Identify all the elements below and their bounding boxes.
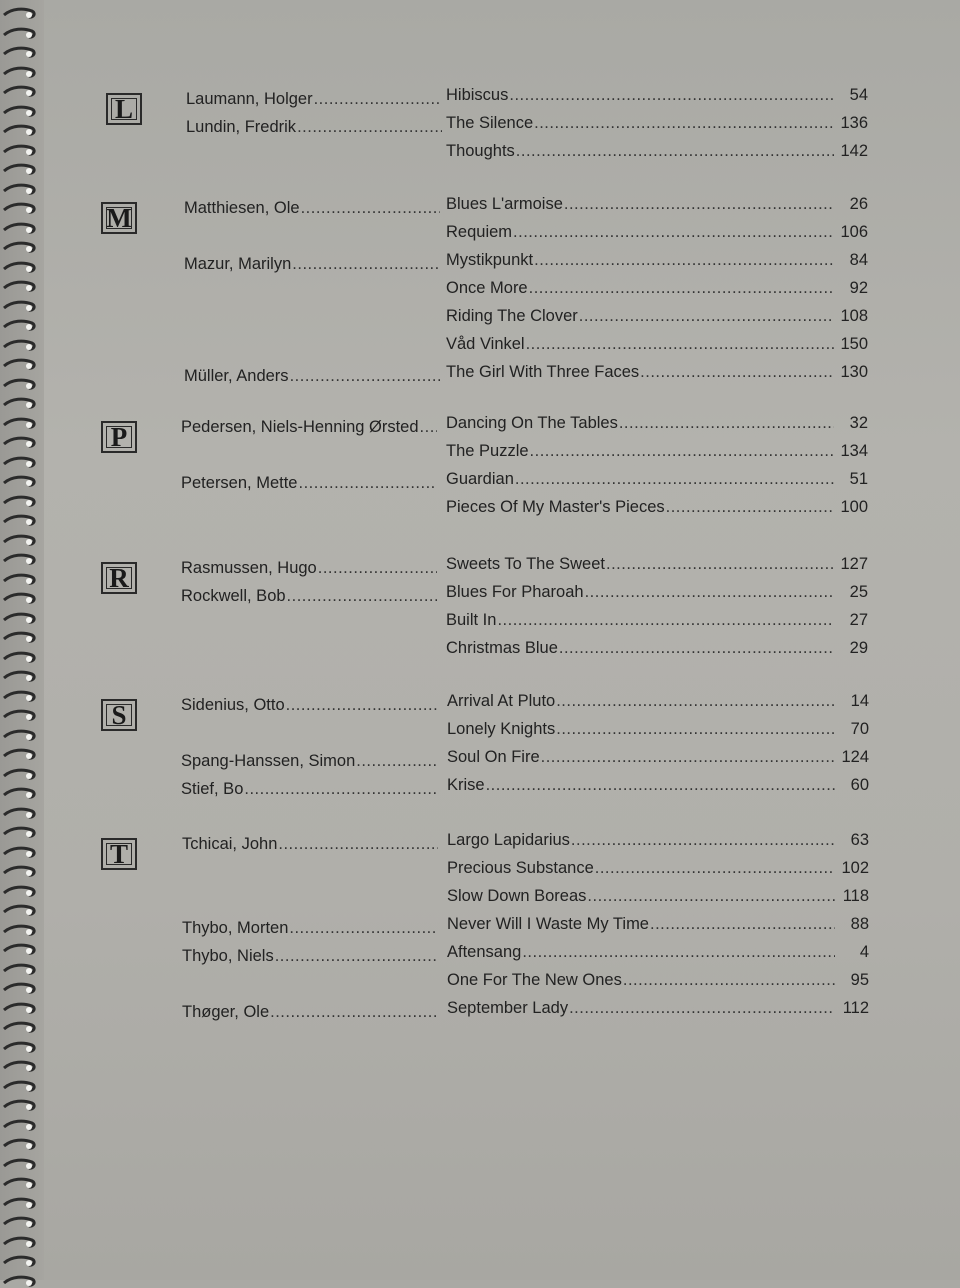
spiral-coil-icon: [2, 591, 36, 605]
song-title: Krise: [447, 776, 485, 794]
song-title: Thoughts: [446, 142, 515, 160]
page-number: 54: [849, 86, 868, 104]
title-entry: [446, 412, 868, 434]
spiral-coil-icon: [2, 104, 36, 118]
title-entry: [447, 941, 869, 963]
composer-name: Sidenius, Otto: [181, 696, 285, 714]
spiral-coil-icon: [2, 552, 36, 566]
title-entry: [447, 913, 869, 935]
page-number: 112: [842, 999, 869, 1017]
section-letter: P: [101, 421, 137, 453]
song-title: Guardian: [446, 470, 514, 488]
spiral-coil-icon: [2, 942, 36, 956]
dot-leader: [278, 833, 438, 855]
page-number: 106: [840, 223, 868, 241]
song-title: Largo Lapidarius: [447, 831, 570, 849]
spiral-coil-icon: [2, 318, 36, 332]
composer-name: Müller, Anders: [184, 367, 289, 385]
dot-leader: [509, 84, 834, 106]
song-title: Pieces Of My Master's Pieces: [446, 498, 665, 516]
title-entry: [446, 609, 868, 631]
section-letter: M: [101, 202, 137, 234]
dot-leader: [564, 193, 834, 215]
spiral-coil-icon: [2, 689, 36, 703]
title-entry: [447, 746, 869, 768]
spiral-binding: [0, 0, 44, 1280]
dot-leader: [298, 472, 437, 494]
dot-leader: [522, 941, 835, 963]
song-title: Våd Vinkel: [446, 335, 525, 353]
song-title: Built In: [446, 611, 497, 629]
title-entry: [446, 221, 868, 243]
composer-name: Spang-Hanssen, Simon: [181, 752, 356, 770]
dot-leader: [301, 197, 440, 219]
title-entry: [447, 690, 869, 712]
page-number: 100: [840, 498, 868, 516]
composer-name: Thøger, Ole: [182, 1003, 270, 1021]
dot-leader: [516, 140, 834, 162]
page-number: 136: [840, 114, 868, 132]
dot-leader: [286, 694, 437, 716]
song-title: Once More: [446, 279, 528, 297]
composer-entry: [181, 585, 437, 607]
composer-name: Tchicai, John: [182, 835, 278, 853]
page-number: 95: [850, 971, 869, 989]
dot-leader: [541, 746, 835, 768]
composer-name: Thybo, Niels: [182, 947, 274, 965]
composer-name: Petersen, Mette: [181, 474, 298, 492]
spiral-coil-icon: [2, 416, 36, 430]
composer-entry: [182, 917, 438, 939]
page-number: 4: [859, 943, 869, 961]
title-entry: [446, 249, 868, 271]
title-entry: [446, 440, 868, 462]
section-letter: S: [101, 699, 137, 731]
composer-name: Thybo, Morten: [182, 919, 289, 937]
dot-leader: [526, 333, 834, 355]
page-number: 25: [849, 583, 868, 601]
dot-leader: [486, 774, 835, 796]
section-letter: R: [101, 562, 137, 594]
song-title: Arrival At Pluto: [447, 692, 556, 710]
dot-leader: [619, 412, 834, 434]
song-title: Lonely Knights: [447, 720, 556, 738]
spiral-coil-icon: [2, 845, 36, 859]
spiral-coil-icon: [2, 338, 36, 352]
title-entry: [446, 361, 868, 383]
composer-entry: [184, 197, 440, 219]
section-letter: T: [101, 838, 137, 870]
dot-leader: [556, 718, 835, 740]
dot-leader: [420, 416, 437, 438]
title-entry: [447, 997, 869, 1019]
song-title: Slow Down Boreas: [447, 887, 587, 905]
dot-leader: [292, 253, 440, 275]
dot-leader: [314, 88, 442, 110]
spiral-coil-icon: [2, 611, 36, 625]
spiral-coil-icon: [2, 533, 36, 547]
spiral-coil-icon: [2, 864, 36, 878]
spiral-coil-icon: [2, 1098, 36, 1112]
spiral-coil-icon: [2, 1176, 36, 1190]
spiral-coil-icon: [2, 669, 36, 683]
dot-leader: [244, 778, 437, 800]
spiral-coil-icon: [2, 708, 36, 722]
spiral-coil-icon: [2, 1020, 36, 1034]
spiral-coil-icon: [2, 513, 36, 527]
song-title: Mystikpunkt: [446, 251, 534, 269]
spiral-coil-icon: [2, 572, 36, 586]
dot-leader: [529, 277, 834, 299]
spiral-coil-icon: [2, 260, 36, 274]
page-number: 60: [850, 776, 869, 794]
dot-leader: [356, 750, 437, 772]
spiral-coil-icon: [2, 630, 36, 644]
page-number: 26: [849, 195, 868, 213]
composer-name: Stief, Bo: [181, 780, 244, 798]
dot-leader: [595, 857, 835, 879]
spiral-coil-icon: [2, 474, 36, 488]
spiral-coil-icon: [2, 728, 36, 742]
composer-entry: [181, 472, 437, 494]
dot-leader: [297, 116, 442, 138]
spiral-coil-icon: [2, 396, 36, 410]
spiral-coil-icon: [2, 1059, 36, 1073]
dot-leader: [587, 885, 835, 907]
page-number: 134: [840, 442, 868, 460]
spiral-coil-icon: [2, 6, 36, 20]
dot-leader: [497, 609, 834, 631]
song-title: Dancing On The Tables: [446, 414, 618, 432]
title-entry: [446, 637, 868, 659]
spiral-coil-icon: [2, 1235, 36, 1249]
spiral-coil-icon: [2, 981, 36, 995]
song-title: Riding The Clover: [446, 307, 578, 325]
composer-entry: [181, 557, 437, 579]
dot-leader: [571, 829, 835, 851]
page-number: 84: [849, 251, 868, 269]
dot-leader: [270, 1001, 438, 1023]
spiral-coil-icon: [2, 26, 36, 40]
dot-leader: [515, 468, 834, 490]
spiral-coil-icon: [2, 299, 36, 313]
song-title: Christmas Blue: [446, 639, 558, 657]
title-entry: [447, 969, 869, 991]
dot-leader: [290, 365, 440, 387]
composer-entry: [181, 416, 437, 438]
spiral-coil-icon: [2, 143, 36, 157]
title-entry: [447, 774, 869, 796]
spiral-coil-icon: [2, 1215, 36, 1229]
song-title: Requiem: [446, 223, 513, 241]
title-entry: [446, 581, 868, 603]
title-entry: [446, 496, 868, 518]
dot-leader: [289, 917, 438, 939]
composer-name: Mazur, Marilyn: [184, 255, 292, 273]
composer-entry: [181, 778, 437, 800]
spiral-coil-icon: [2, 903, 36, 917]
song-title: The Silence: [446, 114, 534, 132]
section-letter: L: [106, 93, 142, 125]
dot-leader: [569, 997, 835, 1019]
page-number: 92: [849, 279, 868, 297]
title-entry: [446, 112, 868, 134]
spiral-coil-icon: [2, 1157, 36, 1171]
spiral-coil-icon: [2, 162, 36, 176]
page-number: 118: [842, 887, 869, 905]
dot-leader: [534, 112, 834, 134]
composer-name: Rasmussen, Hugo: [181, 559, 317, 577]
song-title: Soul On Fire: [447, 748, 540, 766]
title-entry: [447, 829, 869, 851]
composer-entry: [181, 750, 437, 772]
composer-entry: [184, 365, 440, 387]
dot-leader: [606, 553, 834, 575]
composer-name: Pedersen, Niels-Henning Ørsted: [181, 418, 419, 436]
spiral-coil-icon: [2, 767, 36, 781]
title-entry: [446, 333, 868, 355]
composer-entry: [182, 945, 438, 967]
composer-entry: [186, 88, 442, 110]
dot-leader: [318, 557, 437, 579]
dot-leader: [513, 221, 834, 243]
song-title: Aftensang: [447, 943, 522, 961]
composer-entry: [182, 833, 438, 855]
title-entry: [446, 305, 868, 327]
dot-leader: [579, 305, 834, 327]
song-title: Sweets To The Sweet: [446, 555, 605, 573]
page-number: 32: [849, 414, 868, 432]
song-title: Hibiscus: [446, 86, 509, 104]
page-number: 29: [849, 639, 868, 657]
song-title: September Lady: [447, 999, 569, 1017]
spiral-coil-icon: [2, 201, 36, 215]
spiral-coil-icon: [2, 221, 36, 235]
title-entry: [446, 468, 868, 490]
title-entry: [446, 277, 868, 299]
title-entry: [446, 84, 868, 106]
spiral-coil-icon: [2, 1079, 36, 1093]
title-entry: [446, 140, 868, 162]
spiral-coil-icon: [2, 806, 36, 820]
spiral-coil-icon: [2, 123, 36, 137]
dot-leader: [556, 690, 835, 712]
song-title: The Girl With Three Faces: [446, 363, 640, 381]
page-number: 150: [840, 335, 868, 353]
song-title: Blues For Pharoah: [446, 583, 584, 601]
spiral-coil-icon: [2, 825, 36, 839]
spiral-coil-icon: [2, 377, 36, 391]
dot-leader: [530, 440, 834, 462]
page-number: 88: [850, 915, 869, 933]
spiral-coil-icon: [2, 182, 36, 196]
spiral-coil-icon: [2, 1274, 36, 1288]
spiral-coil-icon: [2, 1118, 36, 1132]
title-entry: [447, 857, 869, 879]
spiral-coil-icon: [2, 884, 36, 898]
spiral-coil-icon: [2, 1196, 36, 1210]
spiral-coil-icon: [2, 240, 36, 254]
spiral-coil-icon: [2, 279, 36, 293]
composer-entry: [182, 1001, 438, 1023]
spiral-coil-icon: [2, 45, 36, 59]
spiral-coil-icon: [2, 494, 36, 508]
page-number: 70: [850, 720, 869, 738]
dot-leader: [666, 496, 834, 518]
composer-name: Rockwell, Bob: [181, 587, 286, 605]
page-number: 14: [850, 692, 869, 710]
page-number: 51: [849, 470, 868, 488]
spiral-coil-icon: [2, 357, 36, 371]
page-number: 63: [850, 831, 869, 849]
spiral-coil-icon: [2, 962, 36, 976]
composer-entry: [186, 116, 442, 138]
page-number: 27: [849, 611, 868, 629]
spiral-coil-icon: [2, 65, 36, 79]
dot-leader: [559, 637, 834, 659]
page-number: 130: [840, 363, 868, 381]
song-title: One For The New Ones: [447, 971, 622, 989]
song-title: The Puzzle: [446, 442, 529, 460]
spiral-coil-icon: [2, 84, 36, 98]
spiral-coil-icon: [2, 1040, 36, 1054]
title-entry: [446, 553, 868, 575]
composer-name: Lundin, Fredrik: [186, 118, 297, 136]
spiral-coil-icon: [2, 650, 36, 664]
dot-leader: [585, 581, 834, 603]
composer-name: Matthiesen, Ole: [184, 199, 300, 217]
spiral-coil-icon: [2, 1001, 36, 1015]
title-entry: [447, 718, 869, 740]
song-title: Precious Substance: [447, 859, 594, 877]
dot-leader: [275, 945, 438, 967]
title-entry: [447, 885, 869, 907]
spiral-coil-icon: [2, 435, 36, 449]
page-number: 108: [840, 307, 868, 325]
spiral-coil-icon: [2, 1254, 36, 1268]
page-number: 102: [841, 859, 869, 877]
song-title: Blues L'armoise: [446, 195, 563, 213]
spiral-coil-icon: [2, 1137, 36, 1151]
spiral-coil-icon: [2, 455, 36, 469]
page-number: 124: [841, 748, 869, 766]
dot-leader: [640, 361, 834, 383]
title-entry: [446, 193, 868, 215]
song-title: Never Will I Waste My Time: [447, 915, 649, 933]
dot-leader: [623, 969, 835, 991]
spiral-coil-icon: [2, 923, 36, 937]
spiral-coil-icon: [2, 786, 36, 800]
spiral-coil-icon: [2, 747, 36, 761]
page-number: 127: [840, 555, 868, 573]
composer-entry: [184, 253, 440, 275]
composer-name: Laumann, Holger: [186, 90, 313, 108]
page-number: 142: [840, 142, 868, 160]
dot-leader: [534, 249, 834, 271]
composer-entry: [181, 694, 437, 716]
dot-leader: [287, 585, 437, 607]
dot-leader: [650, 913, 835, 935]
